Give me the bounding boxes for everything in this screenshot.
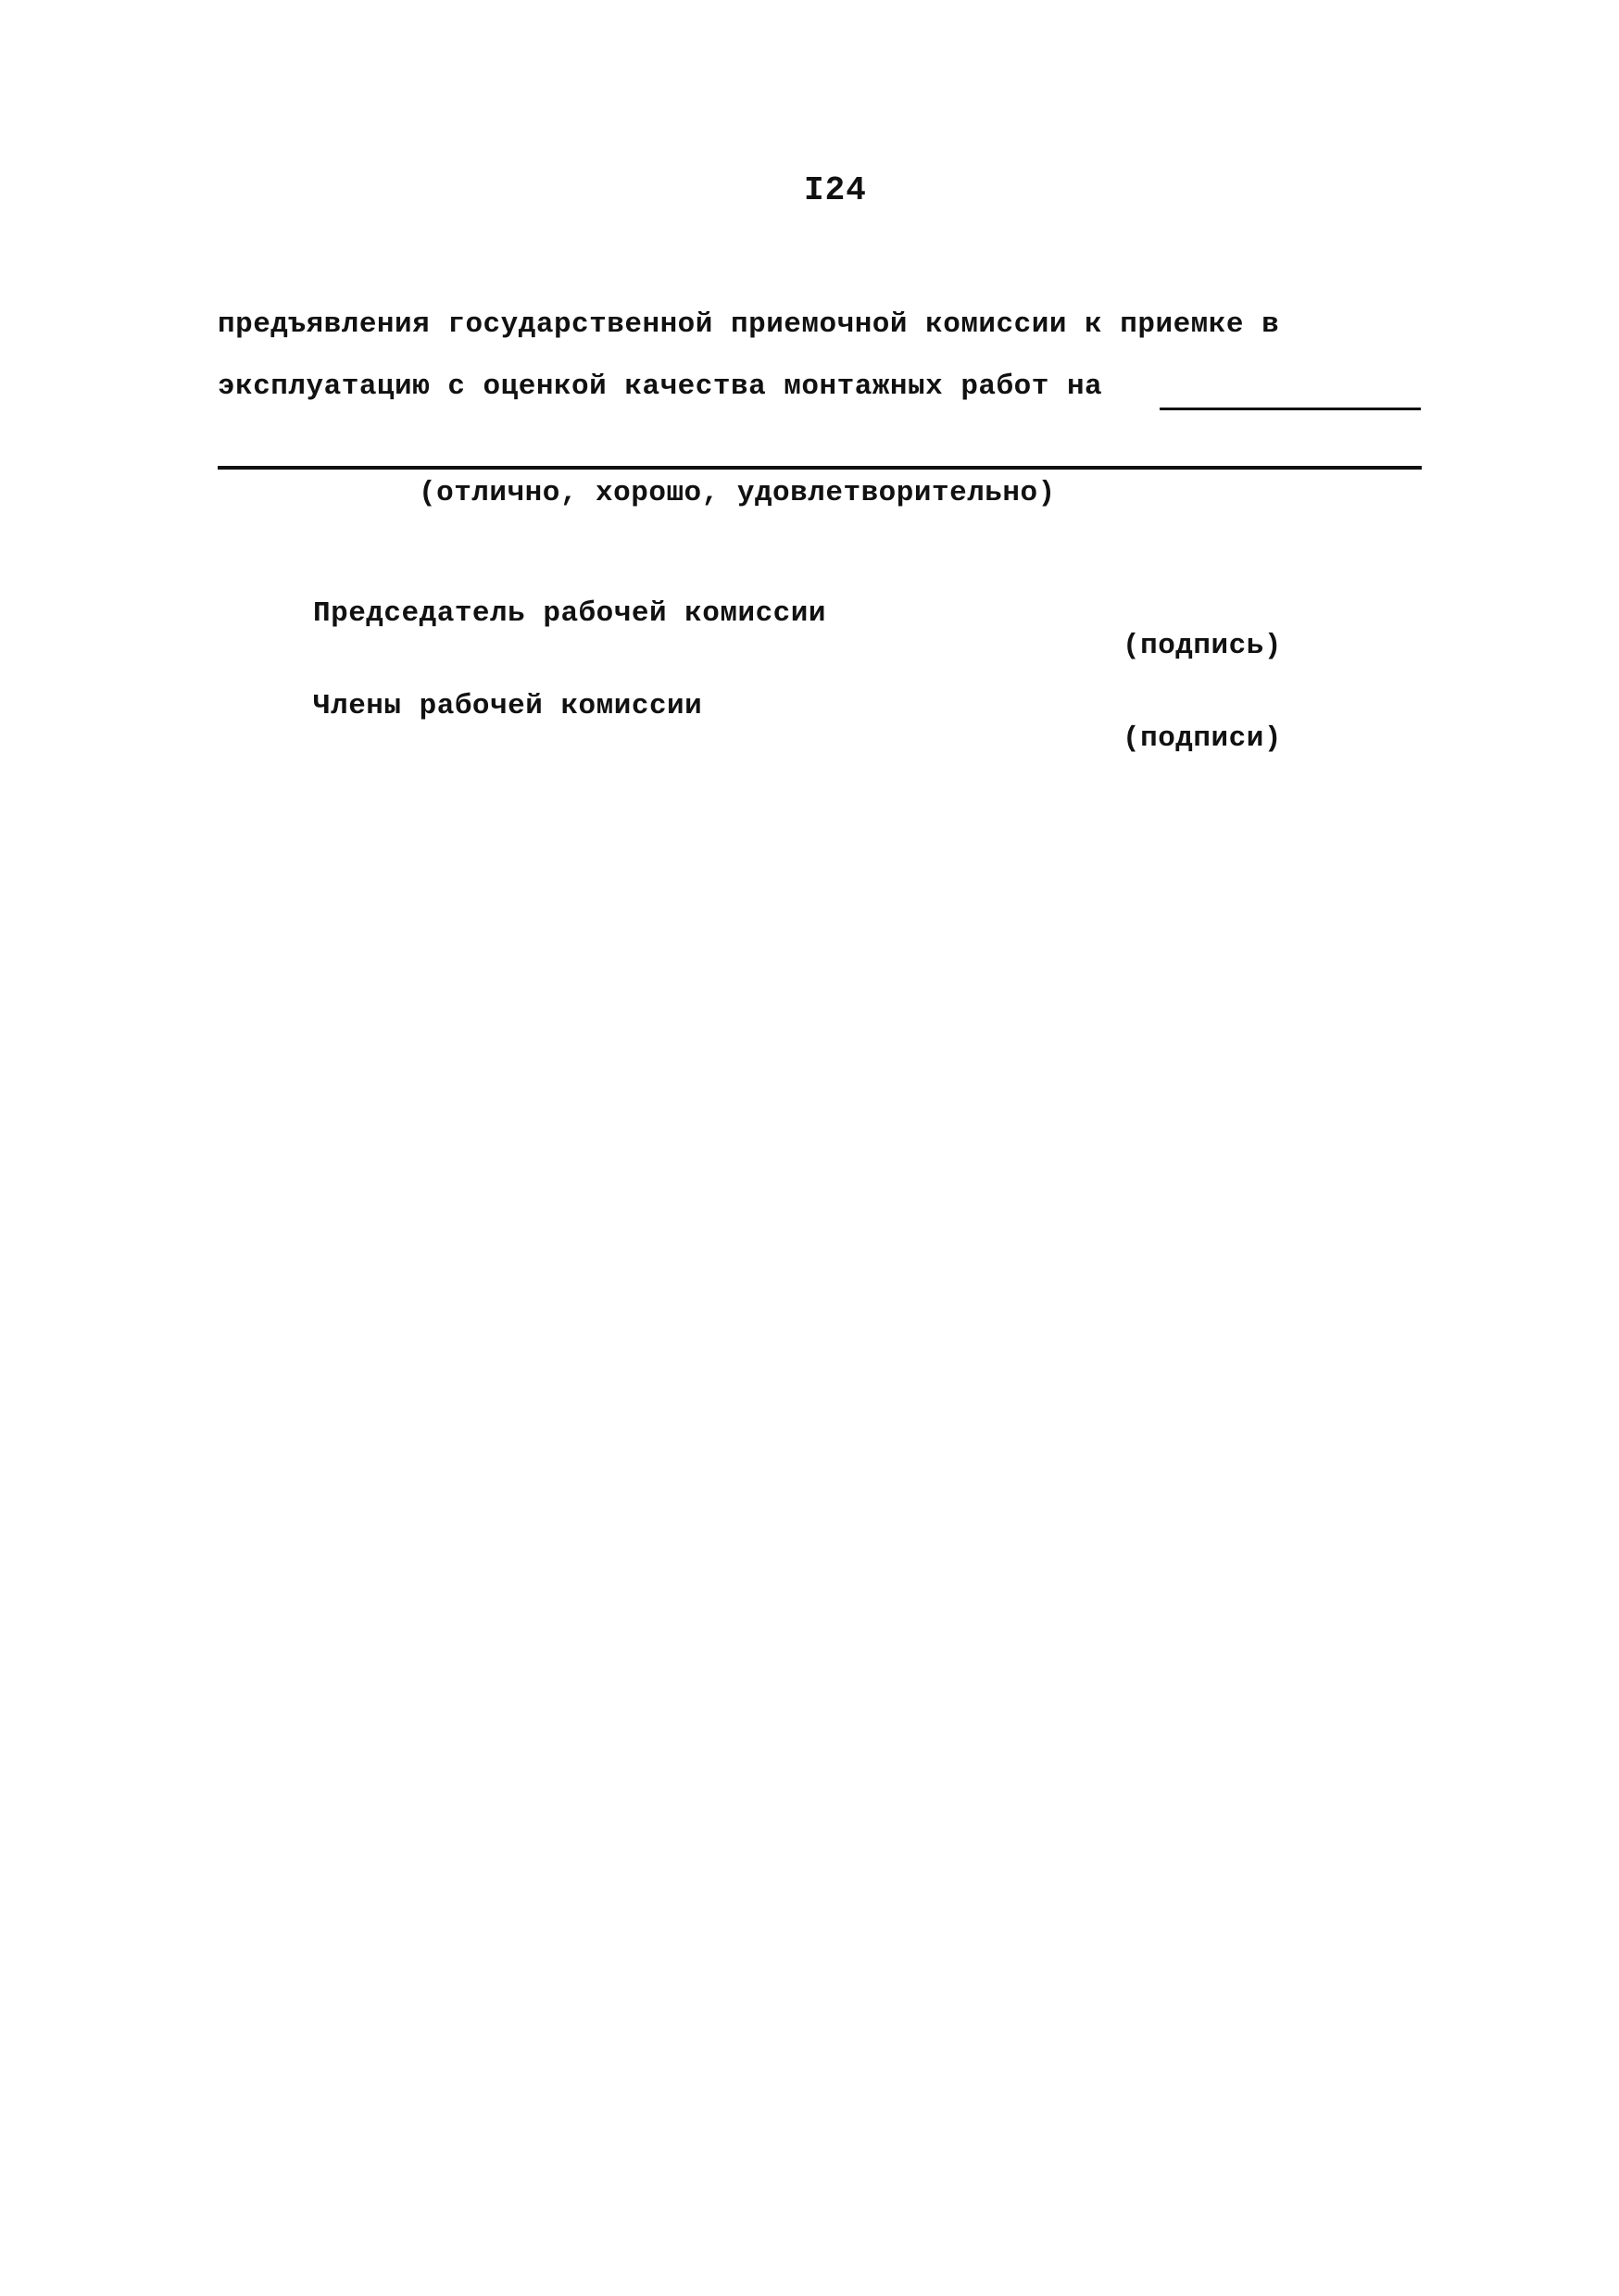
body-text-line-1: предъявления государственной приемочной комиссии к приемке в <box>218 308 1280 341</box>
page-number: I24 <box>804 171 867 209</box>
chair-signature-label: Председатель рабочей комиссии <box>313 597 826 630</box>
rating-blank-long <box>218 466 1422 470</box>
rating-blank-short <box>1160 408 1421 410</box>
rating-options-hint: (отлично, хорошо, удовлетворительно) <box>419 477 1056 509</box>
body-text-line-2: эксплуатацию с оценкой качества монтажных работ на <box>218 370 1103 403</box>
chair-signature-caption: (подпись) <box>1123 630 1282 662</box>
members-signature-label: Члены рабочей комиссии <box>313 690 703 722</box>
members-signature-caption: (подписи) <box>1123 722 1282 755</box>
